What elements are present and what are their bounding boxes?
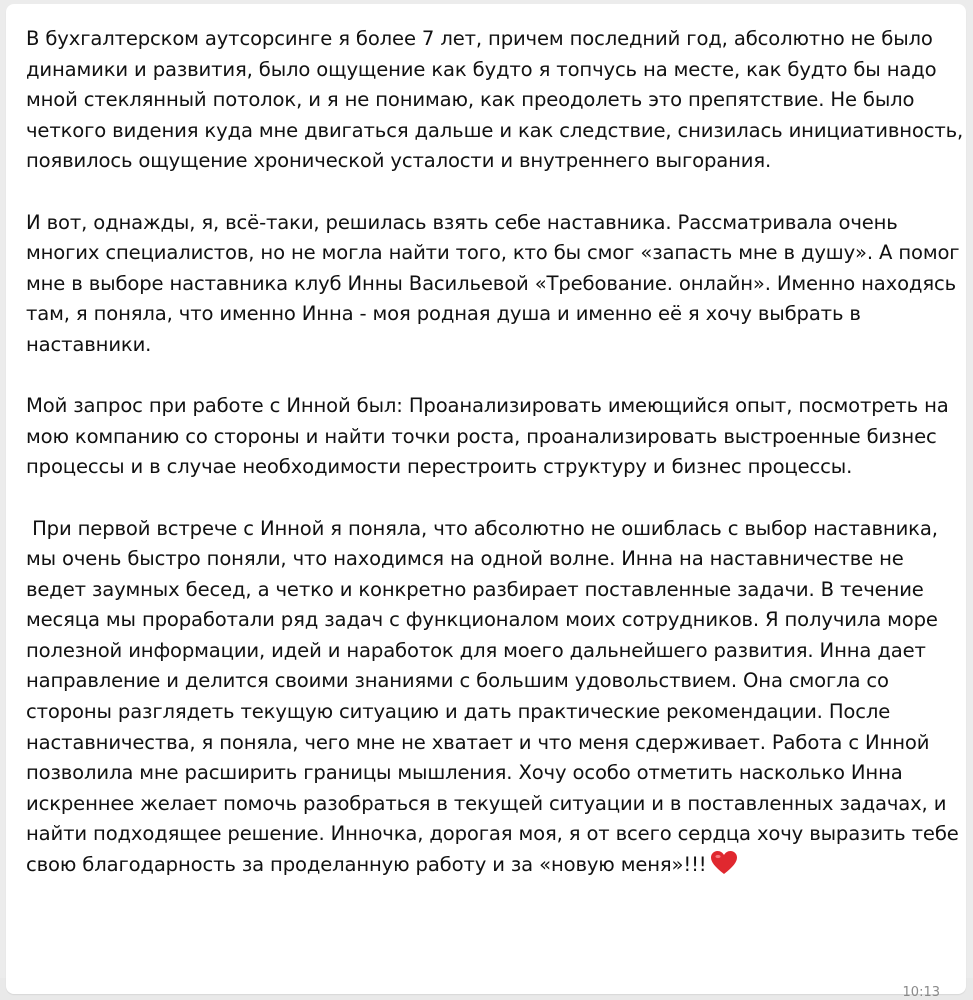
message-paragraph-3: Мой запрос при работе с Инной был: Проанализировать имеющийся опыт, посмотреть на мою компанию со стороны и найти точки роста, проанализировать выстроенные бизнес процессы и в случае необходимости перестроить структуру и бизнес процессы. (26, 394, 955, 479)
heart-icon (711, 851, 737, 875)
message-paragraph-4 (26, 514, 966, 881)
message-paragraph-1: В бухгалтерском аутсорсинге я более 7 лет, причем последний год, абсолютно не было динамики и развития, было ощущение как будто я топчусь на месте, как будто бы надо мной стеклянный потолок, и я не понимаю, как преодолеть это препятствие. Не было четкого видения куда мне двигаться дальше и как следствие, снизилась инициативность, появилось ощущение хронической усталости и внутреннего выгорания. (26, 27, 970, 173)
message-bubble[interactable] (6, 4, 970, 1000)
message-timestamp: 10:13 (902, 985, 940, 1000)
message-text (26, 24, 970, 881)
message-paragraph-4-text: При первой встрече с Инной я поняла, что абсолютно не ошиблась с выбор наставника, мы очень быстро поняли, что находимся на одной волне. Инна на наставничестве не ведет заумных бесед, а четко и конкретно разбирает поставленные задачи. В течение месяца мы проработали ряд задач с функционалом моих сотрудников. Я получила море полезной информации, идей и наработок для моего дальнейшего развития. Инна дает направление и делится своими знаниями с большим удовольствием. Она смогла со стороны разглядеть текущую ситуацию и дать практические рекомендации. После наставничества, я поняла, чего мне не хватает и что меня сдерживает. Работа с Инной позволила мне расширить границы мышления. Хочу особо отметить насколько Инна искреннее желает помочь разобраться в текущей ситуации и в поставленных задачах, и найти подходящее решение. Инночка, дорогая моя, я от всего сердца хочу выразить тебе свою благодарность за проделанную работу и за «новую меня»!!! (26, 516, 965, 877)
message-paragraph-2: И вот, однажды, я, всё-таки, решилась взять себе наставника. Рассматривала очень многих специалистов, но не могла найти того, кто бы смог «запасть мне в душу». А помог мне в выборе наставника клуб Инны Васильевой «Требование. онлайн». Именно находясь там, я поняла, что именно Инна - моя родная душа и именно её я хочу выбрать в наставники. (26, 210, 966, 356)
